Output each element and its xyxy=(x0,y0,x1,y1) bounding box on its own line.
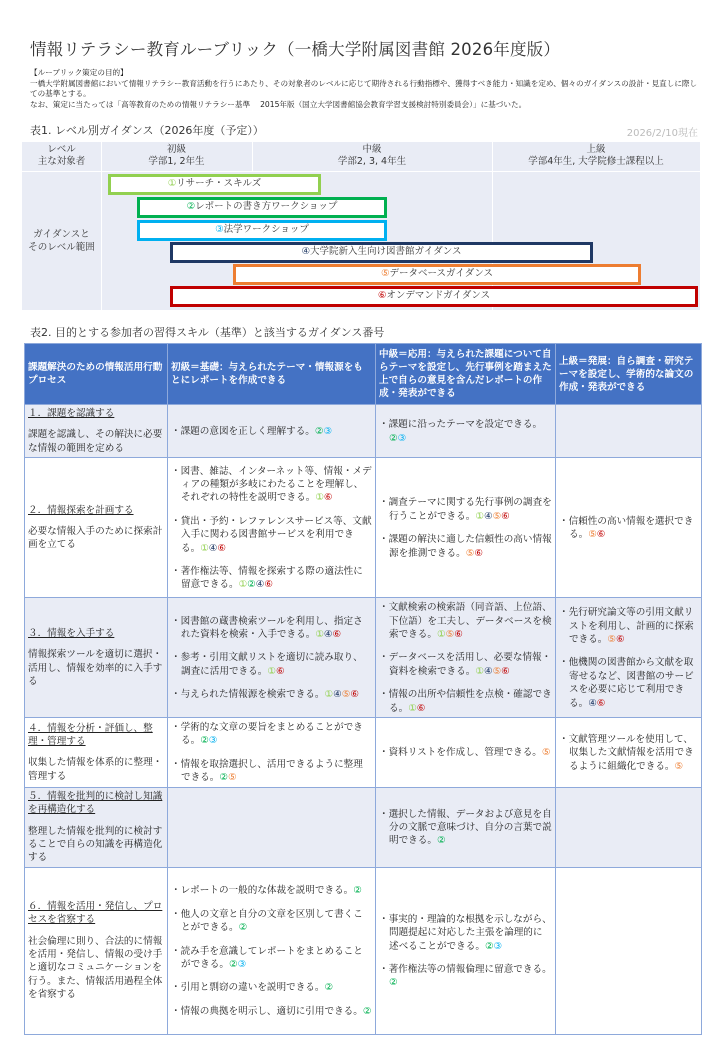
skill-text: ・データベースを活用し、必要な情報・資料を検索できる。 xyxy=(379,652,552,677)
guidance-ref-6: ⑥ xyxy=(416,702,426,714)
basic-skills-cell xyxy=(168,458,376,598)
process-title: ３．情報を入手する xyxy=(28,627,115,639)
guidance-ref-2: ② xyxy=(247,579,256,591)
adv-skills-cell xyxy=(556,405,702,458)
guidance-ref-5: ⑤ xyxy=(541,747,551,759)
process-description: 社会倫理に則り、合法的に情報を活用・発信し、情報の受け手と適切なコミュニケーションを行う。また、情報活用過程全体を省察する xyxy=(28,935,163,1001)
guidance-ref-2: ② xyxy=(200,735,209,747)
skill-item xyxy=(379,808,552,848)
target-advanced: 学部4年生, 大学院修士課程以上 xyxy=(528,156,664,167)
skill-text: ・課題に沿ったテーマを設定できる。 xyxy=(379,419,543,431)
guidance-ref-4: ④ xyxy=(333,689,342,701)
skill-item xyxy=(171,651,372,678)
header-advanced: 上級＝発展：自ら調査・研究テーマを設定し、学術的な論文の作成・発表ができる xyxy=(556,344,702,405)
process-title: １．課題を認識する xyxy=(28,408,115,419)
guidance-ref-1: ① xyxy=(200,542,209,554)
guidance-ref-3: ③ xyxy=(237,958,247,970)
guidance-ref-4: ④ xyxy=(483,510,493,522)
guidance-ref-2: ② xyxy=(238,922,248,934)
mid-skills-cell xyxy=(376,718,556,788)
guidance-ref-5: ⑤ xyxy=(227,772,237,784)
target-basic: 学部1, 2年生 xyxy=(148,156,205,167)
skills-rubric-table xyxy=(24,343,702,1035)
guidance-num: ③ xyxy=(215,224,224,235)
skill-item xyxy=(559,656,698,710)
skill-item xyxy=(379,746,552,759)
skill-text: ・課題の意図を正しく理解する。 xyxy=(171,425,315,437)
skill-item xyxy=(171,721,372,748)
mid-skills-cell xyxy=(376,598,556,718)
guidance-ref-5: ⑤ xyxy=(445,629,455,641)
process-description: 課題を認識し、その解決に必要な情報の範囲を定める xyxy=(28,429,163,454)
process-title: ６．情報を活用・発信し、プロセスを省察する xyxy=(28,900,163,926)
skill-text: ・文献検索の検索語（同音語、上位語、下位語）を工夫し、データベースを検索できる。 xyxy=(379,602,552,641)
table-row xyxy=(25,718,702,788)
mid-skills-cell xyxy=(376,458,556,598)
skill-item xyxy=(559,606,698,646)
guidance-num: ① xyxy=(167,178,177,189)
skill-item xyxy=(171,908,372,935)
mid-skills-cell xyxy=(376,787,556,867)
skill-text: ・参考・引用文献リストを適切に読み取り、調査に活用できる。 xyxy=(171,652,363,677)
process-cell xyxy=(25,718,168,788)
mid-skills-cell xyxy=(376,867,556,1034)
skill-text: ・調査テーマに関する先行事例の調査を行うことができる。 xyxy=(379,497,552,522)
process-description: 収集した情報を体系的に整理・管理する xyxy=(28,757,163,782)
guidance-name: リサーチ・スキルズ xyxy=(176,178,262,189)
skill-text: ・選択した情報、データおよび意見を自分の文脈で意味づけ、自分の言葉で説明できる。 xyxy=(379,808,552,847)
skill-item xyxy=(379,496,552,523)
level-intermediate: 中級 xyxy=(362,144,382,155)
basic-skills-cell xyxy=(168,867,376,1034)
skill-text: ・他人の文章と自分の文章を区別して書くことができる。 xyxy=(171,908,363,934)
skill-item xyxy=(171,688,372,701)
process-cell xyxy=(25,867,168,1034)
skill-text: ・情報の典拠を明示し、適切に引用できる。 xyxy=(171,1005,363,1017)
skill-item xyxy=(559,515,698,542)
guidance-name: データベースガイダンス xyxy=(389,268,494,279)
skill-text: ・引用と剽窃の違いを説明できる。 xyxy=(171,982,325,994)
guidance-ref-6: ⑥ xyxy=(323,492,333,504)
guidance-ref-2: ② xyxy=(353,885,362,897)
process-cell xyxy=(25,405,168,458)
target-label: 主な対象者 xyxy=(37,156,86,167)
guidance-ref-4: ④ xyxy=(255,579,265,591)
guidance-bar-1 xyxy=(108,174,321,195)
skill-text: ・与えられた情報源を検索できる。 xyxy=(171,689,325,701)
skill-item xyxy=(559,733,698,773)
table-row xyxy=(25,458,702,598)
guidance-ref-6: ⑥ xyxy=(264,579,273,591)
table-row xyxy=(25,405,702,458)
process-description: 情報探索ツールを適切に選択・活用し、情報を効率的に入手する xyxy=(28,649,163,688)
purpose-heading: 【ルーブリック策定の目的】 xyxy=(30,68,128,77)
guidance-ref-3: ③ xyxy=(493,940,503,952)
purpose-section xyxy=(30,68,700,110)
guidance-ref-4: ④ xyxy=(208,542,218,554)
guidance-ref-6: ⑥ xyxy=(454,629,463,641)
skill-item xyxy=(379,651,552,678)
guidance-ref-4: ④ xyxy=(323,629,333,641)
guidance-ref-5: ⑤ xyxy=(607,634,616,646)
skill-text: ・文献管理ツールを使用して、収集した文献情報を活用できるように組織化できる。 xyxy=(559,733,694,772)
skill-text: ・課題の解決に適した信頼性の高い情報源を推測できる。 xyxy=(379,534,552,559)
skill-text: ・読み手を意識してレポートをまとめることができる。 xyxy=(171,945,363,970)
skill-text: ・学術的な文章の要旨をまとめることができる。 xyxy=(171,722,363,747)
skill-item xyxy=(171,884,372,897)
skill-item xyxy=(171,515,372,555)
skill-item xyxy=(171,758,372,785)
guidance-ref-1: ① xyxy=(238,579,248,591)
basic-skills-cell xyxy=(168,787,376,867)
guidance-ref-3: ③ xyxy=(323,425,333,437)
guidance-ref-1: ① xyxy=(315,629,324,641)
range-label: ガイダンスと そのレベル範囲 xyxy=(28,229,95,253)
guidance-num: ② xyxy=(186,201,196,212)
target-intermediate: 学部2, 3, 4年生 xyxy=(337,156,407,167)
guidance-num: ④ xyxy=(301,246,310,257)
level-advanced: 上級 xyxy=(586,144,606,155)
guidance-ref-2: ② xyxy=(324,982,334,994)
guidance-ref-5: ⑤ xyxy=(492,510,502,522)
process-title: ２．情報探索を計画する xyxy=(28,504,134,516)
guidance-ref-1: ① xyxy=(475,510,484,522)
skill-item xyxy=(171,565,372,592)
guidance-bar-5 xyxy=(233,264,641,285)
purpose-text: 一橋大学附属図書館において情報リテラシー教育活動を行うにあたり、その対象者のレベルに応じて期待される行動指標や、獲得すべき能力・知識を定め、個々のガイダンスの設計・見直しに際しての基準とする。 xyxy=(30,78,698,99)
skill-text: ・図書、雑誌、インターネット等、情報・メディアの種類が多岐にわたることを理解し、それぞれの特性を説明できる。 xyxy=(171,465,372,504)
skill-text: ・資料リストを作成し、管理できる。 xyxy=(379,747,542,759)
skill-item xyxy=(379,533,552,560)
guidance-ref-5: ⑤ xyxy=(492,665,502,677)
guidance-ref-2: ② xyxy=(219,772,228,784)
guidance-name: レポートの書き方ワークショップ xyxy=(195,201,338,212)
skill-item xyxy=(171,465,372,505)
guidance-num: ⑤ xyxy=(380,268,390,279)
process-description: 必要な情報入手のために探索計画を立てる xyxy=(28,526,163,551)
skill-text: ・情報の出所や信頼性を点検・確認できる。 xyxy=(379,689,552,714)
guidance-ref-2: ② xyxy=(484,940,494,952)
guidance-ref-2: ② xyxy=(436,835,446,847)
guidance-ref-2: ② xyxy=(389,977,398,989)
basic-skills-cell xyxy=(168,405,376,458)
guidance-ref-6: ⑥ xyxy=(596,529,606,541)
guidance-ref-2: ② xyxy=(389,432,398,444)
guidance-name: オンデマンドガイダンス xyxy=(386,290,491,301)
guidance-num: ⑥ xyxy=(377,290,387,301)
table1-caption: 表1. レベル別ガイダンス（2026年度（予定）） xyxy=(30,124,264,137)
skill-item xyxy=(171,615,372,642)
guidance-ref-2: ② xyxy=(362,1005,372,1017)
guidance-name: 法学ワークショップ xyxy=(223,224,309,235)
process-cell xyxy=(25,598,168,718)
guidance-ref-1: ① xyxy=(324,689,334,701)
guidance-ref-4: ④ xyxy=(588,697,597,709)
guidance-ref-6: ⑥ xyxy=(501,510,510,522)
skill-text: ・情報を取捨選択し、活用できるように整理できる。 xyxy=(171,758,363,784)
skill-text: ・著作権法等の情報倫理に留意できる。 xyxy=(379,963,552,975)
basic-skills-cell xyxy=(168,598,376,718)
skill-item xyxy=(171,945,372,972)
guidance-ref-3: ③ xyxy=(208,735,218,747)
guidance-ref-5: ⑤ xyxy=(588,529,597,541)
process-cell xyxy=(25,458,168,598)
guidance-ref-1: ① xyxy=(475,665,484,677)
skill-item xyxy=(379,688,552,715)
skill-item xyxy=(171,981,372,994)
guidance-ref-6: ⑥ xyxy=(350,689,359,701)
guidance-ref-1: ① xyxy=(408,702,417,714)
skill-text: ・信頼性の高い情報を選択できる。 xyxy=(559,515,694,541)
header-intermediate: 中級＝応用：与えられた課題について自らテーマを設定し、先行事例を踏まえた上で自らの意見を含んだレポートの作成・発表ができる xyxy=(376,344,556,405)
guidance-ref-4: ④ xyxy=(483,665,493,677)
table1-date: 2026/2/10現在 xyxy=(626,128,698,139)
skill-item xyxy=(379,418,552,445)
skill-item xyxy=(379,913,552,953)
mid-skills-cell xyxy=(376,405,556,458)
guidance-ref-1: ① xyxy=(267,665,276,677)
guidance-ref-6: ⑥ xyxy=(332,629,342,641)
skill-text: ・他機関の図書館から文献を取寄せるなど、図書館のサービスを必要に応じて利用できる。 xyxy=(559,657,694,709)
guidance-ref-6: ⑥ xyxy=(501,665,510,677)
level-guidance-table xyxy=(22,142,700,310)
guidance-ref-5: ⑤ xyxy=(465,547,475,559)
guidance-name: 大学院新入生向け図書館ガイダンス xyxy=(310,246,462,257)
adv-skills-cell xyxy=(556,598,702,718)
guidance-ref-5: ⑤ xyxy=(341,689,351,701)
adv-skills-cell xyxy=(556,787,702,867)
basic-skills-cell xyxy=(168,718,376,788)
skill-item xyxy=(171,1005,372,1018)
guidance-bar-3 xyxy=(137,220,387,241)
adv-skills-cell xyxy=(556,718,702,788)
table-row xyxy=(25,598,702,718)
guidance-ref-6: ⑥ xyxy=(596,697,606,709)
process-title: ５．情報を批判的に検討し知識を再構造化する xyxy=(28,790,163,816)
adv-skills-cell xyxy=(556,458,702,598)
skill-text: ・図書館の蔵書検索ツールを利用し、指定された資料を検索・入手できる。 xyxy=(171,615,363,641)
skill-item xyxy=(379,601,552,641)
page-title: 情報リテラシー教育ルーブリック（一橋大学附属図書館 2026年度版） xyxy=(30,40,561,59)
guidance-bar-6 xyxy=(170,286,698,307)
level-label: レベル xyxy=(47,144,76,155)
table2-caption: 表2. 目的とする参加者の習得スキル（基準）と該当するガイダンス番号 xyxy=(30,326,385,339)
guidance-bar-2 xyxy=(137,197,387,218)
guidance-ref-2: ② xyxy=(314,425,324,437)
guidance-ref-3: ③ xyxy=(397,432,407,444)
skill-text: ・レポートの一般的な体裁を説明できる。 xyxy=(171,885,354,897)
process-description: 整理した情報を批判的に検討することで自らの知識を再構造化する xyxy=(28,825,163,864)
skill-text: ・貸出・予約・レファレンスサービス等、文献入手に関わる図書館サービスを利用できる。 xyxy=(171,515,372,554)
header-process: 課題解決のための情報活用行動プロセス xyxy=(25,344,168,405)
skill-text: ・先行研究論文等の引用文献リストを利用し、計画的に探索できる。 xyxy=(559,607,694,646)
process-cell xyxy=(25,787,168,867)
guidance-ref-6: ⑥ xyxy=(474,547,483,559)
skill-item xyxy=(171,425,372,438)
purpose-note: なお、策定に当たっては「高等教育のための情報リテラシー基準 2015年版（国立大学図書館協会教育学習支援検討特別委員会）」に基づいた。 xyxy=(30,99,527,109)
level-basic: 初級 xyxy=(166,144,186,155)
guidance-ref-2: ② xyxy=(228,958,238,970)
skill-item xyxy=(379,963,552,990)
guidance-ref-6: ⑥ xyxy=(615,634,625,646)
table-row xyxy=(25,867,702,1034)
header-basic: 初級＝基礎：与えられたテーマ・情報源をもとにレポートを作成できる xyxy=(168,344,376,405)
guidance-ref-5: ⑤ xyxy=(674,760,684,772)
process-title: ４．情報を分析・評価し、整理・管理する xyxy=(28,722,153,747)
guidance-ref-1: ① xyxy=(315,492,324,504)
guidance-bar-4 xyxy=(170,242,593,263)
table-row xyxy=(25,787,702,867)
guidance-ref-6: ⑥ xyxy=(217,542,227,554)
guidance-ref-1: ① xyxy=(436,629,446,641)
adv-skills-cell xyxy=(556,867,702,1034)
skill-text: ・著作権法等、情報を探索する際の適法性に留意できる。 xyxy=(171,566,363,591)
skill-text: ・事実的・理論的な根拠を示しながら、問題提起に対応した主張を論理的に述べることができる。 xyxy=(379,913,552,952)
guidance-ref-6: ⑥ xyxy=(275,665,285,677)
